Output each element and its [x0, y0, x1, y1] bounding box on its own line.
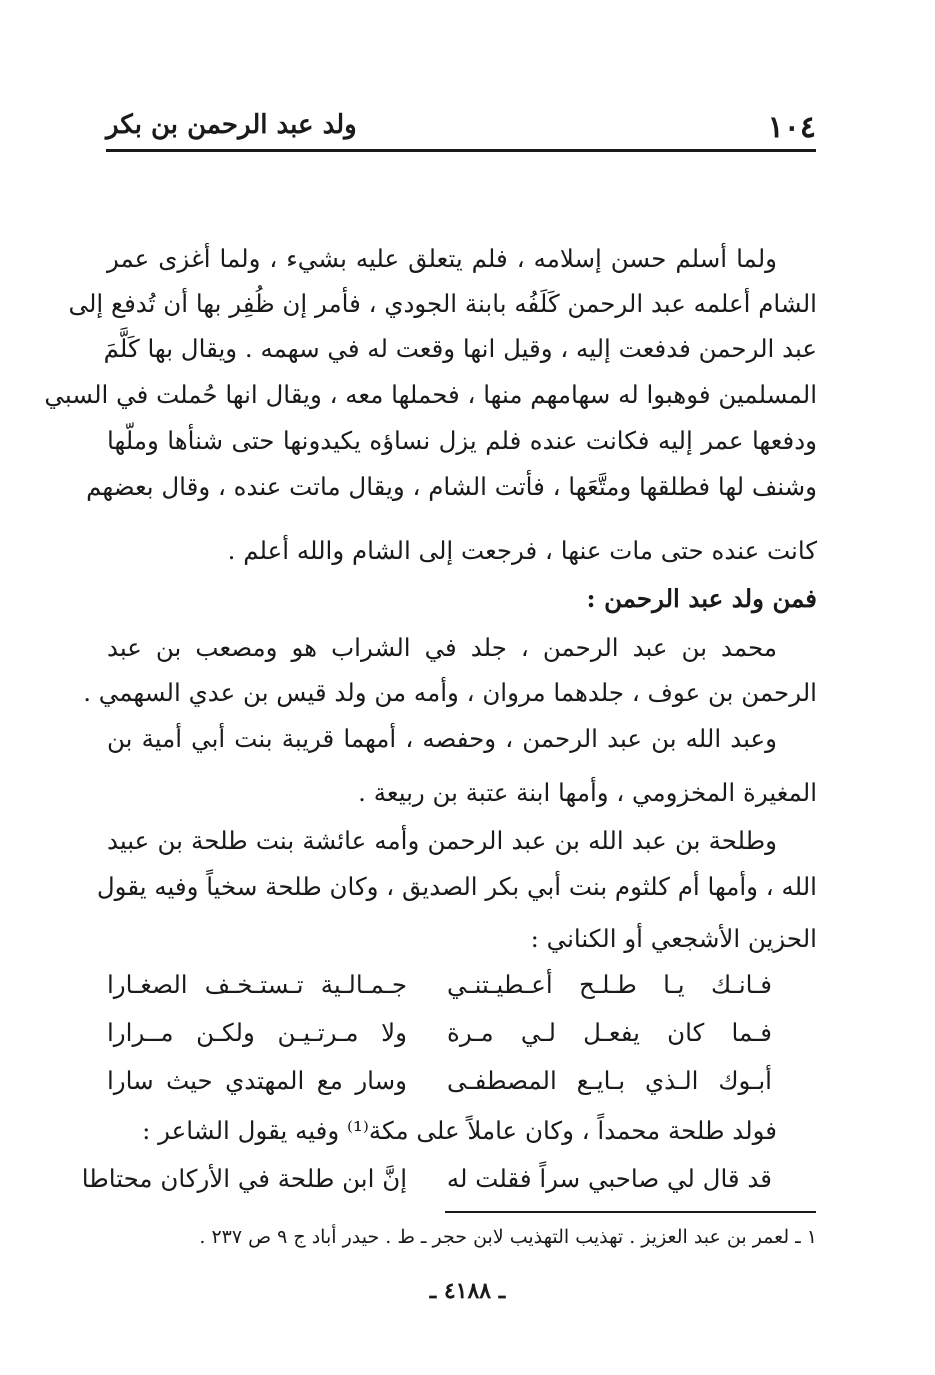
text-line: المغيرة المخزومي ، وأمها ابنة عتبة بن ربيعة . [358, 778, 817, 807]
text-line: كانت عنده حتى مات عنها ، فرجعت إلى الشام والله أعلم . [227, 536, 817, 565]
running-header [106, 108, 816, 148]
verse-line [107, 1058, 817, 1104]
text-line: وشنف لها فطلقها ومتَّعَها ، فأتت الشام ، ويقال ماتت عنده ، وقال بعضهم [86, 472, 817, 501]
text-line: فولد طلحة محمداً ، وكان عاملاً على مكة⁽¹⁾ وفيه يقول الشاعر : [142, 1116, 777, 1145]
text-line: المسلمين فوهبوا له سهامهم منها ، فحملها معه ، ويقال انها حُملت في السبي [44, 380, 817, 409]
text-line: وعبد الله بن عبد الرحمن ، وحفصه ، أمهما قريبة بنت أبي أمية بن [107, 724, 777, 753]
page-number: ـ ٤١٨٨ ـ [429, 1278, 506, 1304]
text-line: الحزين الأشجعي أو الكناني : [530, 924, 817, 953]
text-line: الرحمن بن عوف ، جلدهما مروان ، وأمه من ولد قيس بن عدي السهمي . [83, 678, 817, 707]
verse-first-hemistich: أبـوك الـذي بـايـع المصطفـى [447, 1066, 772, 1095]
text-line: الشام أعلمه عبد الرحمن كَلَفُه بابنة الجودي ، فأمر إن ظُفِر بها أن تُدفع إلى [68, 289, 817, 318]
text-line: محمد بن عبد الرحمن ، جلد في الشراب هو ومصعب بن عبد [107, 633, 777, 662]
text-line: عبد الرحمن فدفعت إليه ، وقيل انها وقعت له في سهمه . ويقال بها كَلَّمَ [103, 334, 817, 363]
text-line: وطلحة بن عبد الله بن عبد الرحمن وأمه عائشة بنت طلحة بن عبيد [107, 826, 777, 855]
verse-second-hemistich: جـمـالـية تـستـخـف الصغـارا [107, 970, 407, 999]
text-line: ولما أسلم حسن إسلامه ، فلم يتعلق عليه بشيء ، ولما أغزى عمر [107, 244, 777, 273]
header-page-number: ١٠٤ [767, 110, 816, 145]
header-rule [106, 149, 816, 152]
header-title: ولد عبد الرحمن بن بكر [106, 110, 357, 140]
footnote-separator [445, 1211, 816, 1213]
section-heading: فمن ولد عبد الرحمن : [586, 584, 817, 613]
verse-first-hemistich: فـانـك يـا طـلـح أعـطيـتنـي [447, 970, 772, 999]
verse-line [81, 1156, 817, 1202]
verse-first-hemistich: قد قال لي صاحبي سراً فقلت له [446, 1164, 772, 1193]
footnote: ١ ـ لعمر بن عبد العزيز . تهذيب التهذيب لابن حجر ـ ط . حيدر أباد ج ٩ ص ٢٣٧ . [199, 1226, 817, 1248]
verse-first-hemistich: فـما كان يفعـل لـي مـرة [447, 1018, 772, 1047]
verse-second-hemistich: إنَّ ابن طلحة في الأركان محتاطا [81, 1164, 407, 1193]
verse-line [107, 962, 817, 1008]
text-line: ودفعها عمر إليه فكانت عنده فلم يزل نساؤه يكيدونها حتى شنأها وملّها [107, 426, 817, 455]
verse-line [107, 1010, 817, 1056]
verse-second-hemistich: وسار مع المهتدي حيث سارا [107, 1066, 407, 1095]
verse-second-hemistich: ولا مـرتـيـن ولكـن مــرارا [107, 1018, 407, 1047]
text-line: الله ، وأمها أم كلثوم بنت أبي بكر الصديق ، وكان طلحة سخياً وفيه يقول [96, 872, 817, 901]
